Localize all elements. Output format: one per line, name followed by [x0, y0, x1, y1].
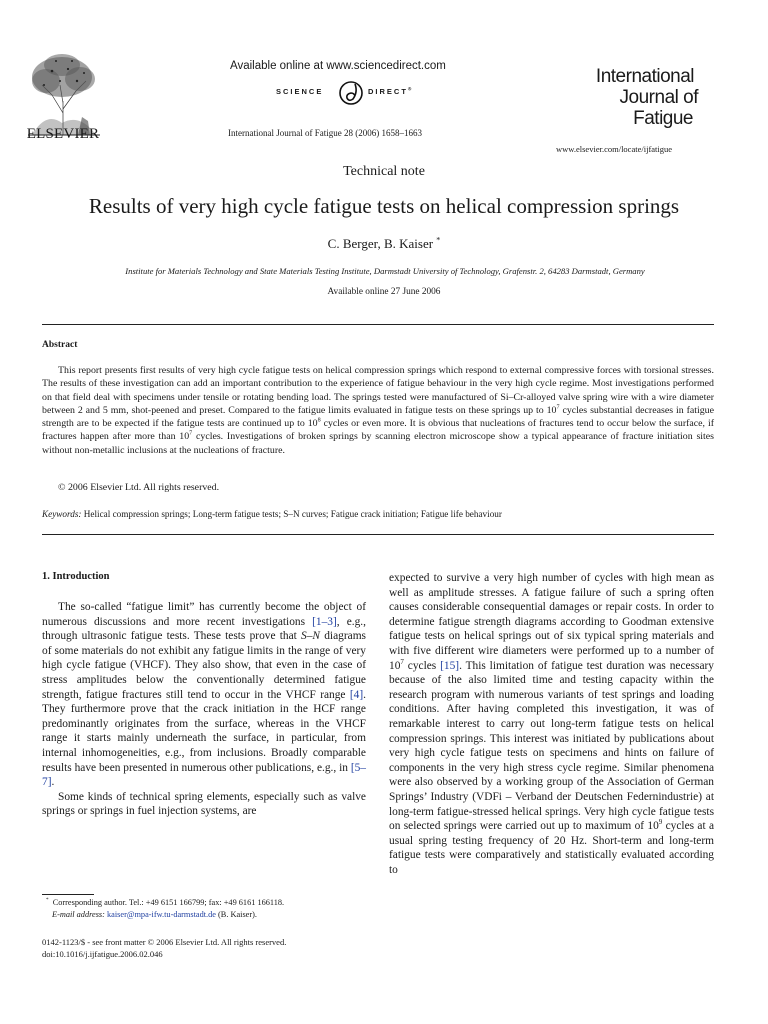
journal-logo — [566, 66, 706, 129]
journal-url-link[interactable]: www.elsevier.com/locate/ijfatigue — [556, 144, 673, 154]
article-type: Technical note — [343, 164, 425, 179]
footnote-divider — [42, 894, 94, 895]
body-column-right — [389, 571, 714, 877]
journal-citation: International Journal of Fatigue 28 (2006) 1658–1663 — [228, 128, 422, 138]
keywords-list: Helical compression springs; Long-term fatigue tests; S–N curves; Fatigue crack initiation; Fatigue life behaviour — [83, 509, 502, 519]
sciencedirect-d-icon — [338, 80, 364, 106]
doi-line: doi:10.1016/j.ijfatigue.2006.02.046 — [42, 949, 163, 960]
citation-link[interactable]: [4] — [349, 688, 364, 701]
citation-link[interactable]: [5–7] — [42, 761, 366, 789]
author-affiliation: Institute for Materials Technology and State Materials Testing Institute, Darmstadt University of Technology, Grafenstr. 2, 64283 Darmstadt, Germany — [125, 266, 645, 276]
paper-title: Results of very high cycle fatigue tests on helical compression springs — [88, 194, 680, 218]
abstract-text: This report presents first results of very high cycle fatigue tests on helical compression springs which respond to external compressive forces with torsional stresses. The results of these investigation can add an important contribution to the experience of fatigue behaviour in the very high cycle regime. Most investigations performed on that field deal with specimens under tensile or rotating bending load. The springs tested were manufactured of Si–Cr-alloyed valve spring wire with a wire diameter between 2 and 5 mm, shot-peened and preset. Compared to the fatigue limits evaluated in fatigue tests on these springs up to $10^7$ cycles substantial decreases in fatigue strength are to be expected if the fatigue tests are continued up to $10^8$ cycles or even more. It is obvious that nucleations of fractures tend to occur below the surface, if fractures happen after more than $10^7$ cycles. Investigations of broken springs by scanning electron microscope show a typical appearance of fracture initiation sites without non-metallic inclusions at the nucleations of fracture. — [42, 365, 715, 456]
paragraph: The so-called “fatigue limit” has currently become the object of numerous discussions and more recent investigations [1–3], e.g., through ultrasonic fatigue tests. These tests prove that S–N diagrams of some materials do not exhibit any fatigue limits in the range of very high cycle fatigue (VHCF). They also show, that even in the case of stress amplitudes below the conventionally determined fatigue strength, fatigue fractures still tend to occur in the VHCF range [4]. They furthermore prove that the crack initiation in the HCF range predominantly originates from the surface, whereas in the VHCF range it starts mainly underneath the surface, in particular, from internal inhomogeneities, e.g., from inclusions. Broadly comparable results have been presented in numerous other publications, e.g., in [5–7]. — [42, 601, 366, 789]
sciencedirect-logo — [276, 80, 446, 106]
available-online-banner: Available online at www.sciencedirect.com — [230, 60, 446, 72]
keywords — [42, 509, 502, 519]
paragraph: expected to survive a very high number of cycles with high mean as well as amplitude stresses. A fatigue failure of such a spring often causes considerable consequential damages or repair costs. In order to determine fatigue strength diagrams according to Goodman extensive fatigue tests on helical springs out of six typical spring materials and with five different wire diameters were performed up to a number of $10^7$ cycles [15]. This limitation of fatigue test duration was necessary because of the also limited time and testing capacity within the research program with numerous variants of test springs and loading conditions. After having completed this investigation, it was of remarkable interest to carry out long-term fatigue tests on helical compression springs. This interest was initiated by publications about very high cycle fatigue tests on specimens and hints on failure of components in the very high stress cycle regime. Similar phenomena were also observed by a working group of the Association of German Springs’ Industry (VDFi – Verband der Deutschen Federnindustrie) at long-term fatigue-stressed helical springs. Very high cycle fatigue tests on selected springs were carried out up to maximum of $10^9$ cycles at a usual spring testing frequency of 20 Hz. Short-term and long-term fatigue tests were comparatively and statistically evaluated according to — [389, 572, 715, 876]
author-footnote-mark[interactable]: * — [436, 235, 441, 245]
keywords-label: Keywords: — [42, 509, 82, 519]
divider — [42, 534, 714, 535]
paragraph: Some kinds of technical spring elements, especially such as valve springs or springs in fuel injection systems, are — [42, 790, 366, 818]
abstract-copyright: © 2006 Elsevier Ltd. All rights reserved. — [58, 482, 220, 493]
journal-logo-line: Fatigue — [633, 108, 693, 129]
abstract-heading: Abstract — [42, 340, 78, 350]
issn-line: 0142-1123/$ - see front matter © 2006 Elsevier Ltd. All rights reserved. — [42, 937, 287, 947]
paper-authors: C. Berger, B. Kaiser * — [327, 235, 441, 251]
email-link[interactable]: kaiser@mpa-ifw.tu-darmstadt.de — [107, 909, 216, 919]
footnote-mark: * — [46, 897, 49, 904]
corresponding-author-footnote: * Corresponding author. Tel.: +49 6151 166799; fax: +49 6161 166118. E-mail address: kaiser@mpa-ifw.tu-darmstadt.de (B. Kaiser). — [46, 897, 285, 919]
divider — [42, 324, 714, 325]
footnote-contact: Corresponding author. Tel.: +49 6151 166799; fax: +49 6161 166118. — [52, 898, 285, 907]
section-heading: 1. Introduction — [42, 571, 110, 582]
online-date: Available online 27 June 2006 — [327, 287, 441, 297]
email-label: E-mail address: — [52, 909, 105, 919]
citation-link[interactable]: [15] — [440, 659, 460, 672]
sciencedirect-direct-text: DIRECT® — [368, 86, 414, 96]
journal-logo-line: Journal of — [619, 87, 698, 108]
sciencedirect-science-text: SCIENCE — [276, 87, 324, 96]
journal-logo-line: International — [595, 66, 694, 87]
publisher-name: ELSEVIER — [26, 126, 100, 142]
citation-link[interactable]: [1–3] — [312, 615, 337, 628]
body-column-left — [42, 600, 366, 819]
front-matter — [42, 936, 286, 961]
